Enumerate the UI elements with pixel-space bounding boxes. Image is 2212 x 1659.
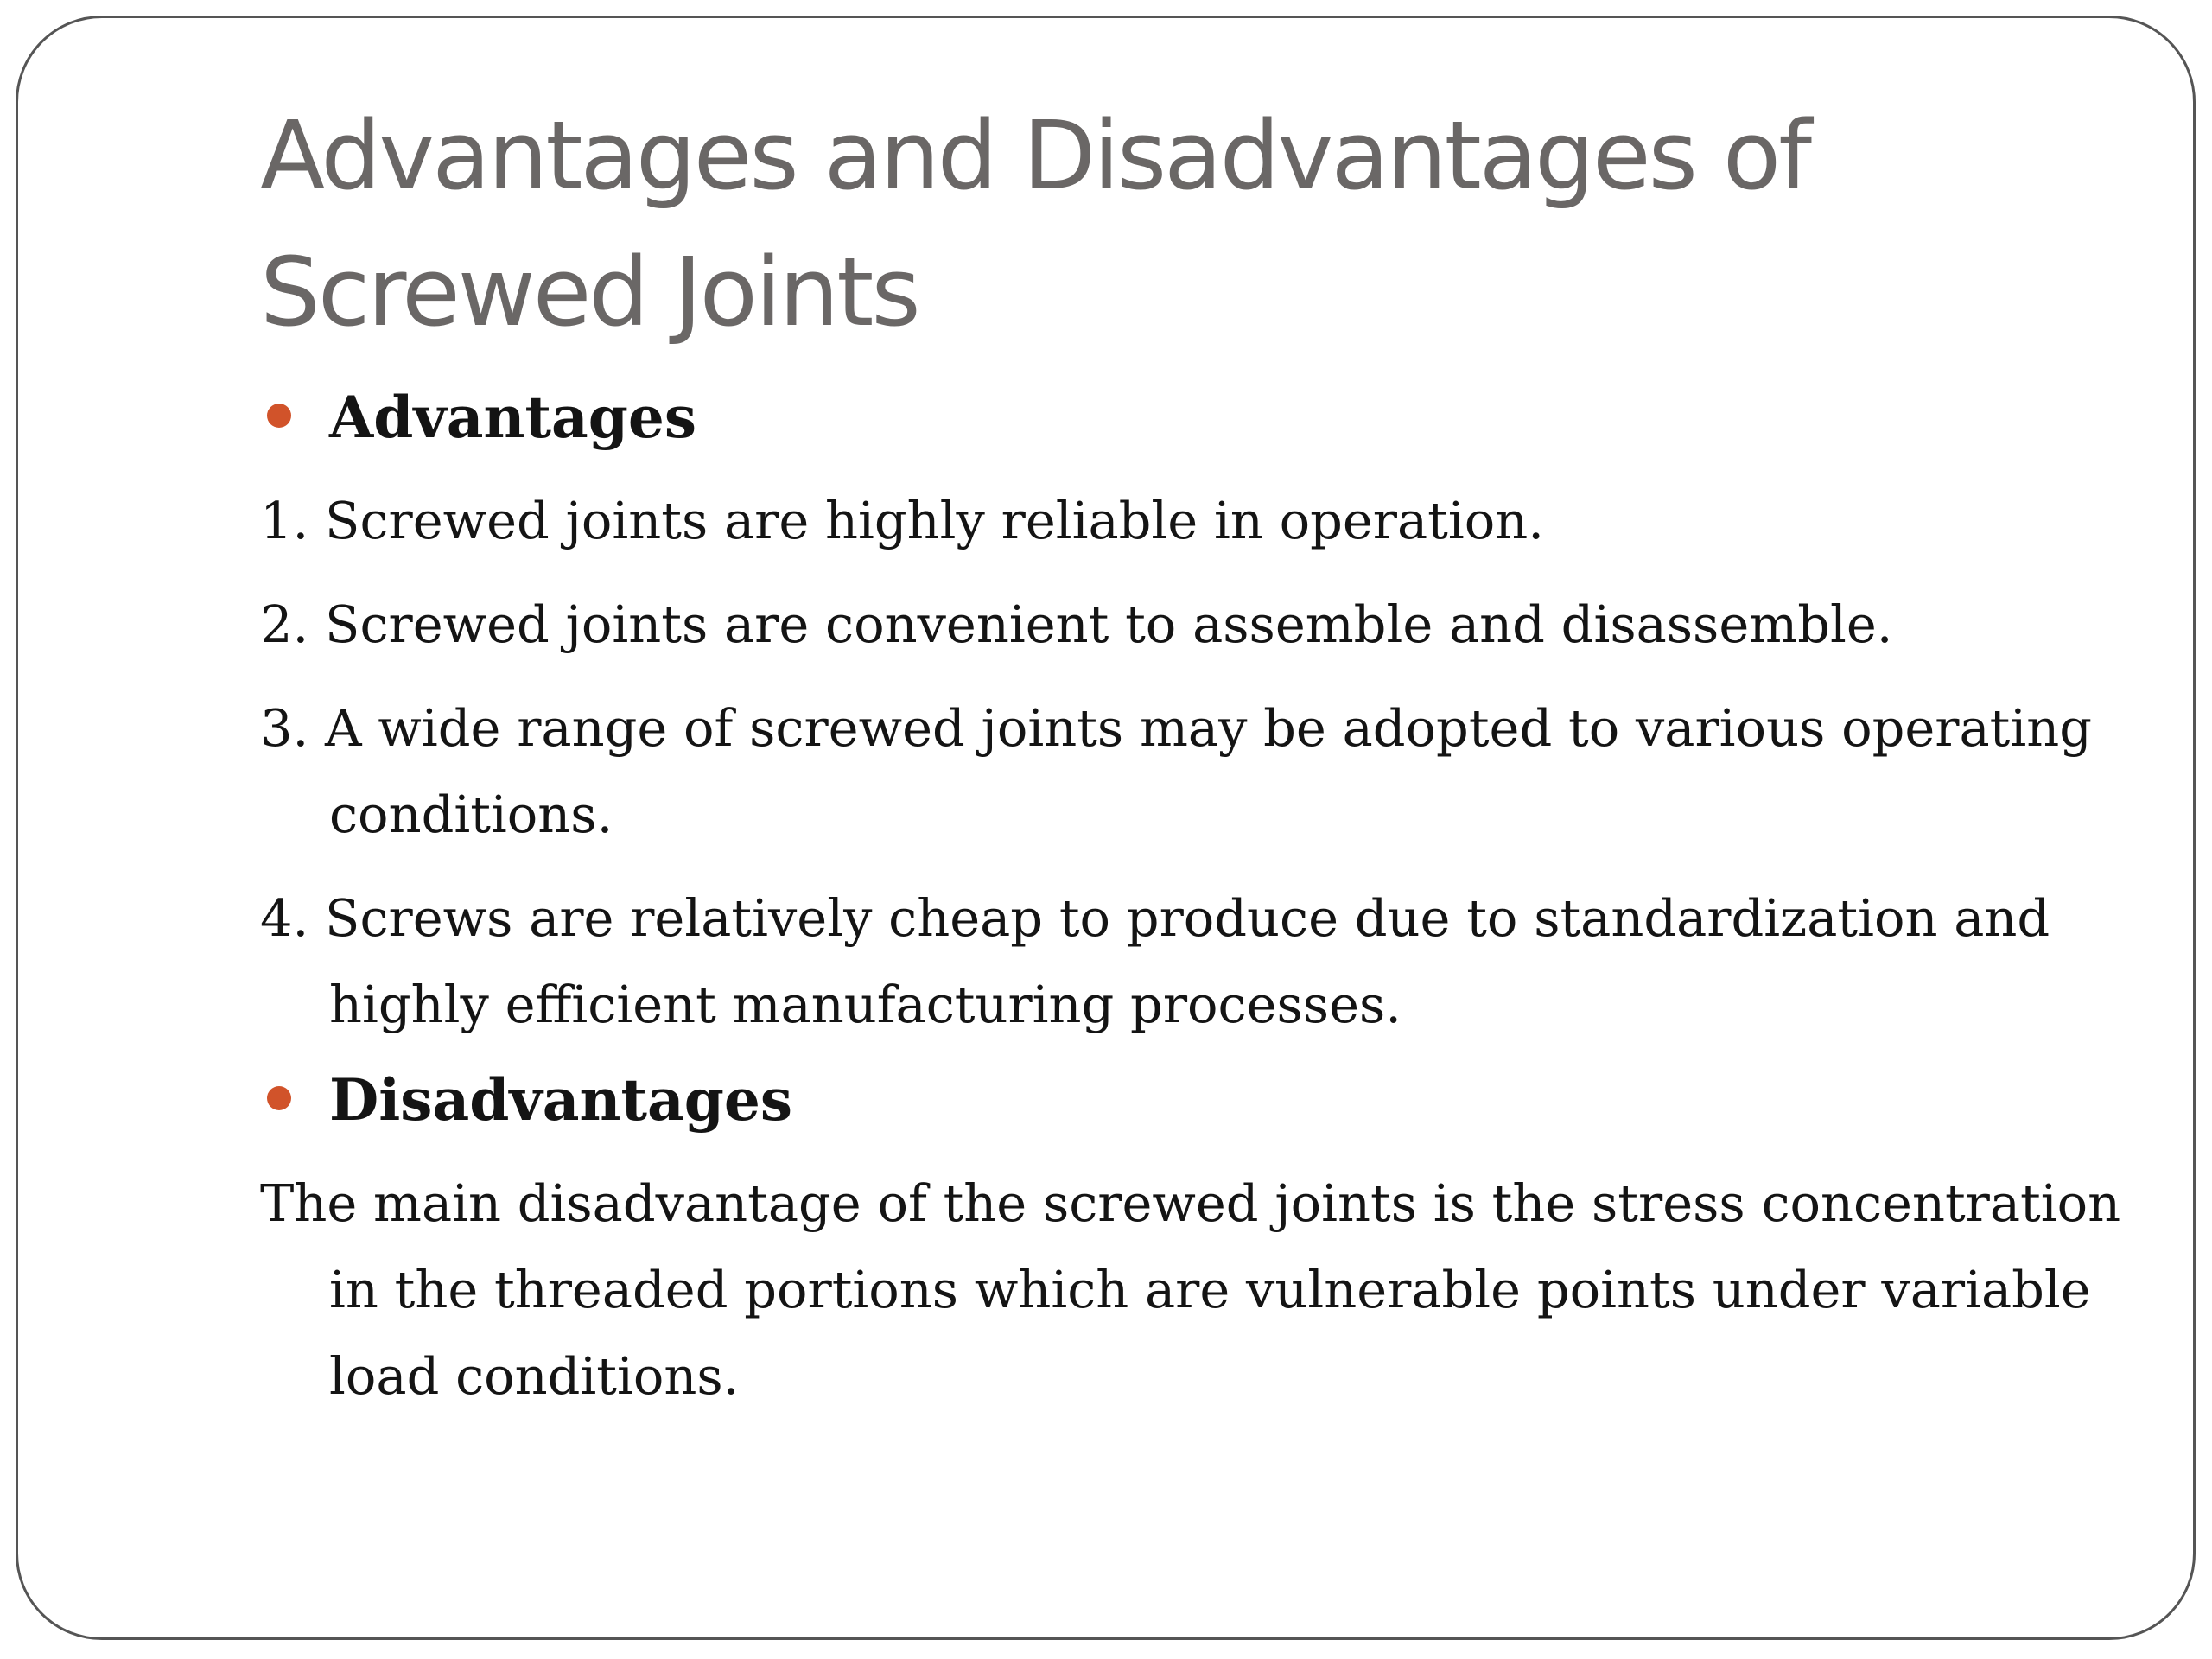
advantage-item-4: 4. Screws are relatively cheap to produce due to standardization and highly efficient manufacturing processes. xyxy=(260,888,2050,1034)
bullet-dot-icon xyxy=(267,1086,291,1110)
slide-body xyxy=(260,374,2126,1420)
slide-frame xyxy=(16,16,2196,1640)
disadvantages-heading-label: Disadvantages xyxy=(329,1066,793,1134)
slide-title: Advantages and Disadvantages of Screwed Joints xyxy=(260,100,1809,347)
advantages-heading xyxy=(260,374,2126,461)
advantage-item-3: 3. A wide range of screwed joints may be adopted to various operating conditions. xyxy=(260,698,2093,844)
advantage-item-2: 2. Screwed joints are convenient to assemble and disassemble. xyxy=(260,594,1893,654)
advantage-item-1: 1. Screwed joints are highly reliable in operation. xyxy=(260,491,1545,550)
bullet-dot-icon xyxy=(267,404,291,428)
disadvantages-heading xyxy=(260,1057,2126,1143)
disadvantage-text: The main disadvantage of the screwed joints is the stress concentration in the threaded portions which are vulnerable points under variable load conditions. xyxy=(260,1173,2121,1406)
advantages-heading-label: Advantages xyxy=(329,384,697,451)
